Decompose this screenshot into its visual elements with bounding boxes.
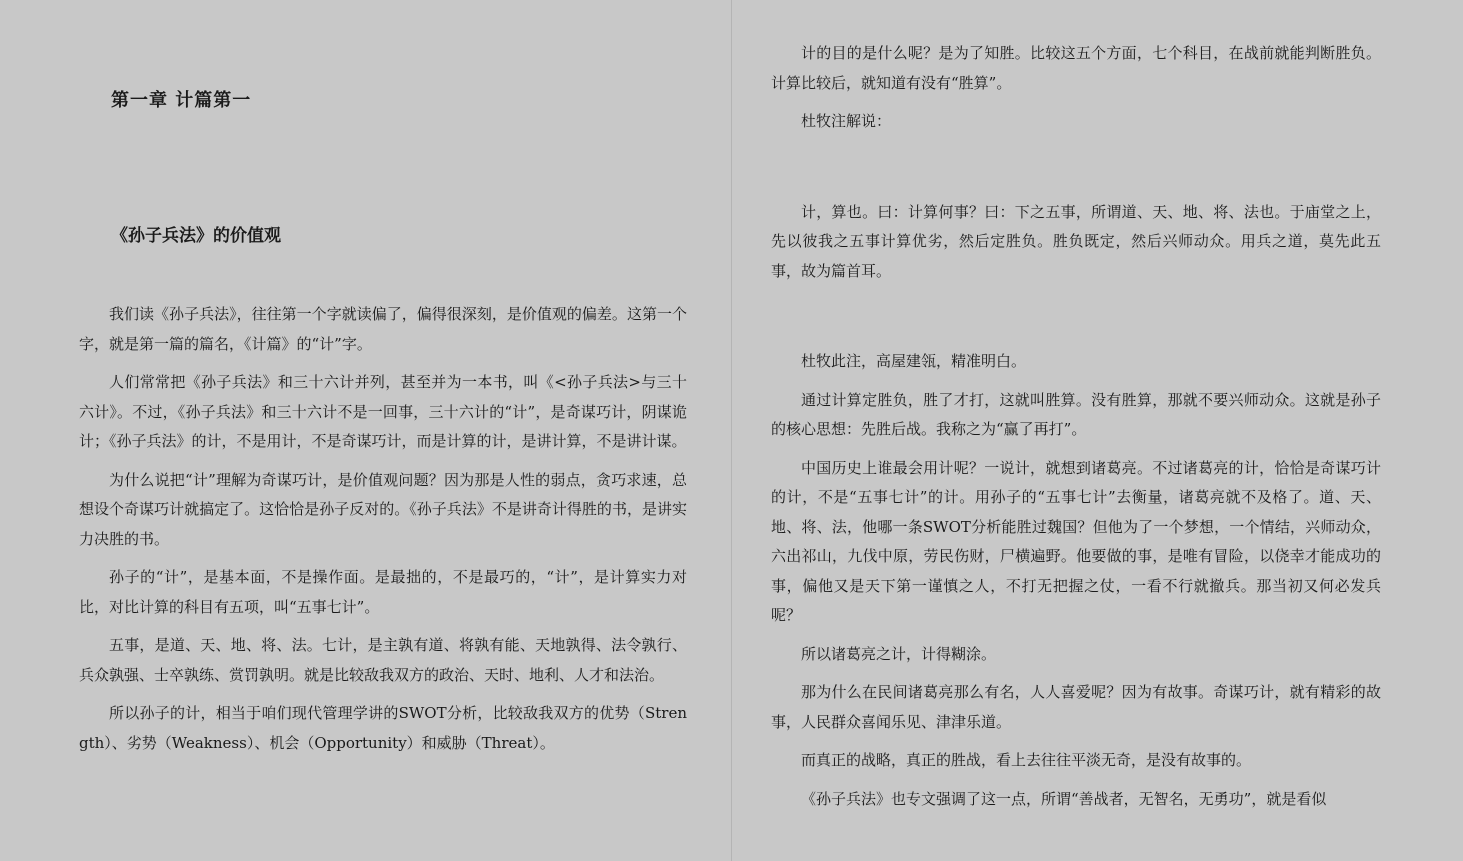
section-title: 《孙子兵法》的价值观 (111, 226, 281, 246)
paragraph: 中国历史上谁最会用计呢？一说计，就想到诸葛亮。不过诸葛亮的计，恰恰是奇谋巧计的计，不是“五事七计”的计。用孙子的“五事七计”去衡量，诸葛亮就不及格了。道、天、地、将、法，他哪一条SWOT分析能胜过魏国？但他为了一个梦想，一个情结，兴师动众，六出祁山，九伐中原，劳民伤财，尸横遍野。他要做的事，是唯有冒险，以侥幸才能成功的事，偏他又是天下第一谨慎之人，不打无把握之仗，一看不行就撤兵。那当初又何必发兵呢？ (771, 458, 1381, 624)
paragraph: 而真正的战略，真正的胜战，看上去往往平淡无奇，是没有故事的。 (801, 751, 1252, 769)
paragraph: 所以诸葛亮之计，计得糊涂。 (801, 644, 997, 663)
paragraph: 所以孙子的计，相当于咱们现代管理学讲的SWOT分析，比较敌我双方的优势（Strength）、劣势（Weakness）、机会（Opportunity）和威胁（Threat）。 (79, 704, 687, 752)
right-page-body (771, 39, 1381, 823)
chapter-title: 第一章 计篇第一 (111, 90, 252, 111)
left-page-body (79, 300, 687, 767)
spacer (771, 295, 1381, 347)
quoted-annotation: 计，算也。曰：计算何事？曰：下之五事，所谓道、天、地、将、法也。于庙堂之上，先以彼我之五事计算优劣，然后定胜负。胜负既定，然后兴师动众。用兵之道，莫先此五事，故为篇首耳。 (771, 202, 1381, 280)
paragraph: 通过计算定胜负，胜了才打，这就叫胜算。没有胜算，那就不要兴师动众。这就是孙子的核心思想：先胜后战。我称之为“赢了再打”。 (771, 390, 1381, 438)
paragraph: 计的目的是什么呢？是为了知胜。比较这五个方面，七个科目，在战前就能判断胜负。计算比较后，就知道有没有“胜算”。 (771, 44, 1381, 92)
spacer (771, 146, 1381, 198)
paragraph: 我们读《孙子兵法》，往往第一个字就读偏了，偏得很深刻，是价值观的偏差。这第一个字，就是第一篇的篇名，《计篇》的“计”字。 (79, 305, 687, 353)
paragraph: 杜牧此注，高屋建瓴，精准明白。 (801, 352, 1027, 370)
paragraph: 五事，是道、天、地、将、法。七计，是主孰有道、将孰有能、天地孰得、法令孰行、兵众孰强、士卒孰练、赏罚孰明。就是比较敌我双方的政治、天时、地利、人才和法治。 (79, 636, 687, 684)
paragraph: 杜牧注解说： (801, 112, 892, 130)
paragraph: 那为什么在民间诸葛亮那么有名，人人喜爱呢？因为有故事。奇谋巧计，就有精彩的故事，人民群众喜闻乐见、津津乐道。 (771, 683, 1381, 731)
paragraph: 孙子的“计”，是基本面，不是操作面。是最拙的，不是最巧的，“计”，是计算实力对比，对比计算的科目有五项，叫“五事七计”。 (79, 568, 687, 616)
paragraph: 为什么说把“计”理解为奇谋巧计，是价值观问题？因为那是人性的弱点，贪巧求速，总想设个奇谋巧计就搞定了。这恰恰是孙子反对的。《孙子兵法》不是讲奇计得胜的书，是讲实力决胜的书。 (79, 470, 687, 548)
paragraph: 《孙子兵法》也专文强调了这一点，所谓“善战者，无智名，无勇功”，就是看似 (801, 789, 1327, 808)
paragraph: 人们常常把《孙子兵法》和三十六计并列，甚至并为一本书，叫《<孙子兵法>与三十六计》。不过，《孙子兵法》和三十六计不是一回事，三十六计的“计”，是奇谋巧计，阴谋诡计；《孙子兵法》的计，不是用计，不是奇谋巧计，而是计算的计，是讲计算，不是讲计谋。 (79, 373, 687, 450)
